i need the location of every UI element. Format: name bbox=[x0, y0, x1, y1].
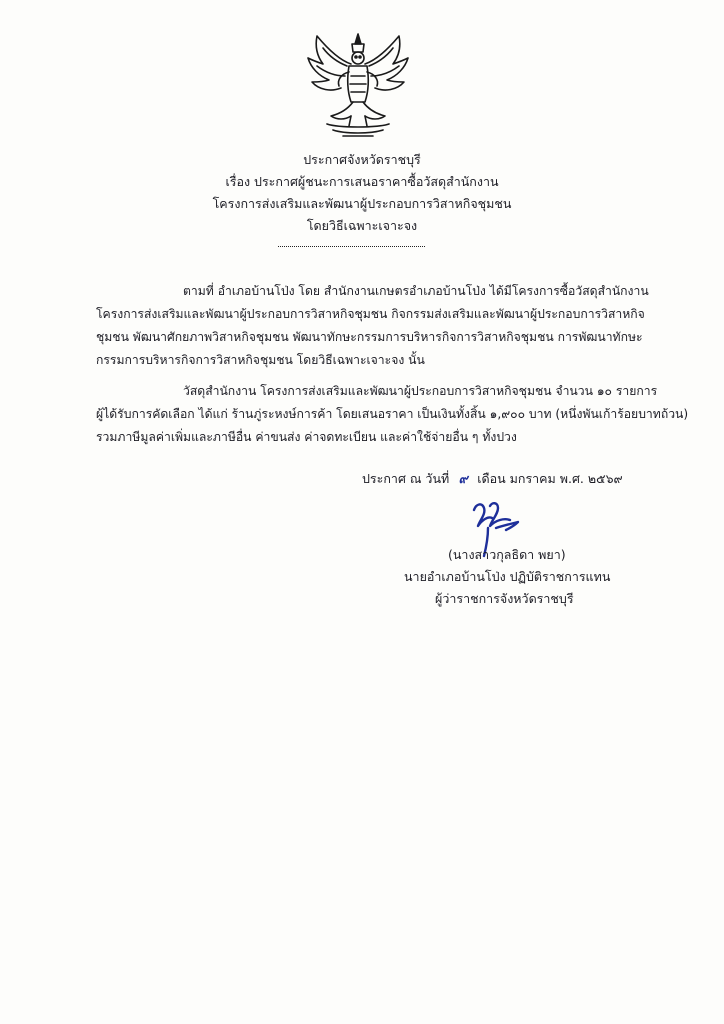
dotted-divider bbox=[278, 244, 425, 247]
signatory-position-2: ผู้ว่าราชการจังหวัดราชบุรี bbox=[435, 591, 574, 606]
date-prefix: ประกาศ ณ วันที่ bbox=[362, 471, 450, 486]
signatory-name: (นางสาวกุลธิดา พยา) bbox=[448, 547, 566, 562]
announcement-method: โดยวิธีเฉพาะเจาะจง bbox=[306, 218, 418, 233]
date-day: ๙ bbox=[458, 471, 468, 486]
date-month: มกราคม bbox=[509, 471, 556, 486]
announcement-date bbox=[362, 470, 623, 488]
para2-line-2: ผู้ได้รับการคัดเลือก ได้แก่ ร้านภู่ระหงษ์การค้า โดยเสนอราคา เป็นเงินทั้งสิ้น ๑,๙๐๐ บาท (หนึ่งพันเก้าร้อยบาทถ้วน) bbox=[96, 407, 689, 421]
para1-line-4: กรรมการบริหารกิจการวิสาหกิจชุมชน โดยวิธีเฉพาะเจาะจง นั้น bbox=[96, 353, 425, 367]
date-year-label: พ.ศ. bbox=[559, 471, 584, 486]
announcement-subject: เรื่อง ประกาศผู้ชนะการเสนอราคาซื้อวัสดุสำนักงาน bbox=[225, 174, 499, 189]
para1-line-1: ตามที่ อำเภอบ้านโป่ง โดย สำนักงานเกษตรอำเภอบ้านโป่ง ได้มีโครงการซื้อวัสดุสำนักงาน bbox=[183, 284, 649, 298]
date-year: ๒๕๖๙ bbox=[587, 471, 623, 486]
announcement-project: โครงการส่งเสริมและพัฒนาผู้ประกอบการวิสาหกิจชุมชน bbox=[212, 196, 512, 211]
announcement-title: ประกาศจังหวัดราชบุรี bbox=[303, 152, 421, 167]
garuda-emblem-icon bbox=[303, 30, 413, 142]
para1-line-2: โครงการส่งเสริมและพัฒนาผู้ประกอบการวิสาหกิจชุมชน กิจกรรมส่งเสริมและพัฒนาผู้ประกอบการวิสาหกิจ bbox=[96, 307, 645, 321]
para2-line-1: วัสดุสำนักงาน โครงการส่งเสริมและพัฒนาผู้ประกอบการวิสาหกิจชุมชน จำนวน ๑๐ รายการ bbox=[183, 384, 658, 398]
date-month-label: เดือน bbox=[477, 471, 506, 486]
para1-line-3: ชุมชน พัฒนาศักยภาพวิสาหกิจชุมชน พัฒนาทักษะกรรมการบริหารกิจการวิสาหกิจชุมชน การพัฒนาทักษะ bbox=[96, 330, 643, 344]
signatory-position: นายอำเภอบ้านโป่ง ปฏิบัติราชการแทน bbox=[404, 569, 611, 584]
para2-line-3: รวมภาษีมูลค่าเพิ่มและภาษีอื่น ค่าขนส่ง ค่าจดทะเบียน และค่าใช้จ่ายอื่น ๆ ทั้งปวง bbox=[96, 430, 517, 444]
